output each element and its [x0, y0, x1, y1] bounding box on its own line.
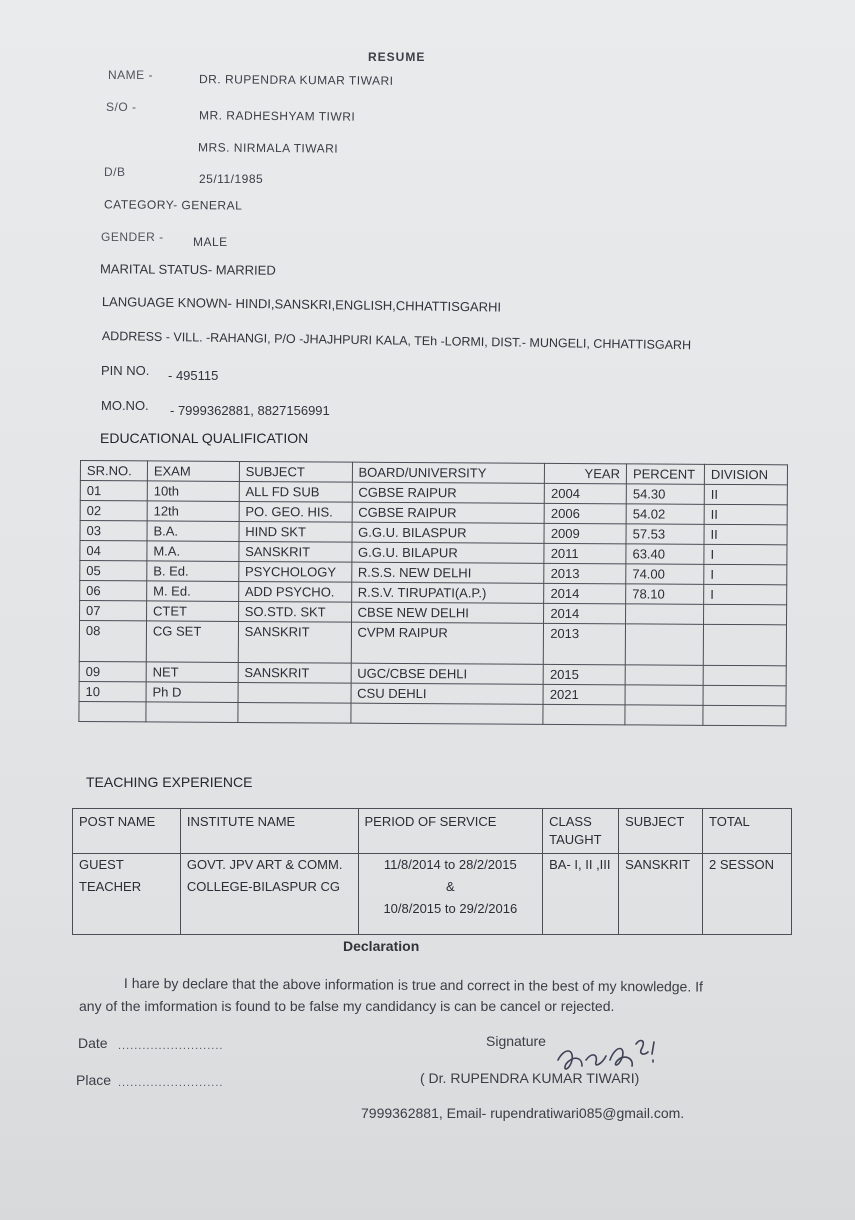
- subject-cell: PSYCHOLOGY: [238, 561, 351, 582]
- table-header-row: [73, 809, 792, 854]
- institute-name: GOVT. JPV ART & COMM. COLLEGE-BILASPUR CG: [180, 854, 358, 935]
- percent-cell: [625, 705, 703, 725]
- languages-known: LANGUAGE KNOWN- HINDI,SANSKRI,ENGLISH,CHHATTISGARHI: [101, 294, 502, 315]
- signature-label: Signature: [486, 1033, 546, 1049]
- board-cell: CGBSE RAIPUR: [352, 482, 545, 503]
- period-ampersand: &: [445, 879, 455, 894]
- subject-cell: HIND SKT: [239, 521, 352, 542]
- exam-cell: Ph D: [146, 682, 238, 703]
- exam-cell: M. Ed.: [147, 581, 239, 602]
- year-cell: 2014: [544, 583, 626, 603]
- subject-cell: SANSKRIT: [239, 541, 352, 562]
- exam-cell: B. Ed.: [147, 561, 239, 582]
- category: CATEGORY- GENERAL: [103, 197, 243, 213]
- sr-no-cell: 02: [80, 501, 147, 521]
- table-row: [73, 854, 792, 935]
- board-cell: G.G.U. BILAPUR: [351, 542, 544, 563]
- percent-cell: 74.00: [626, 564, 704, 584]
- exam-cell: CTET: [146, 601, 238, 622]
- contact-line: 7999362881, Email- rupendratiwari085@gmail.com.: [361, 1105, 685, 1121]
- board-cell: CSU DEHLI: [351, 683, 544, 704]
- board-cell: R.S.S. NEW DELHI: [351, 562, 544, 583]
- mother-name: MRS. NIRMALA TIWARI: [197, 140, 339, 156]
- board-cell: G.G.U. BILASPUR: [352, 522, 545, 543]
- percent-cell: 57.53: [626, 524, 704, 544]
- exam-cell: M.A.: [147, 541, 239, 562]
- period-second: 10/8/2015 to 29/2/2016: [383, 901, 518, 916]
- division-cell: I: [704, 564, 787, 585]
- subject-cell: SANSKRIT: [238, 662, 351, 683]
- column-header: EXAM: [147, 461, 239, 482]
- period-first: 11/8/2014 to 28/2/2015: [383, 857, 517, 872]
- experience-table: [72, 808, 792, 935]
- mobile-label: MO.NO.: [101, 398, 149, 413]
- pin-label: PIN NO.: [101, 363, 150, 378]
- sr-no-cell: [79, 701, 146, 721]
- percent-cell: [625, 624, 703, 665]
- column-header: CLASS TAUGHT: [543, 809, 619, 854]
- division-cell: [703, 624, 786, 666]
- marital-status: MARITAL STATUS- MARRIED: [99, 261, 276, 278]
- year-cell: 2014: [544, 603, 626, 623]
- dob-value: 25/11/1985: [199, 172, 264, 186]
- so-label: S/O -: [106, 100, 137, 114]
- subject-cell: [238, 702, 351, 723]
- name-label: NAME -: [108, 68, 153, 82]
- column-header: TOTAL: [703, 809, 792, 854]
- name-value: DR. RUPENDRA KUMAR TIWARI: [198, 72, 394, 88]
- division-cell: I: [704, 544, 787, 565]
- dob-label: D/B: [104, 165, 126, 179]
- exam-cell: 10th: [147, 481, 239, 502]
- subject-cell: SANSKRIT: [238, 621, 351, 663]
- year-cell: 2009: [544, 523, 626, 543]
- division-cell: [703, 705, 786, 726]
- column-header: POST NAME: [73, 809, 181, 854]
- percent-cell: 54.30: [626, 484, 704, 504]
- education-heading: EDUCATIONAL QUALIFICATION: [100, 430, 309, 446]
- column-header: BOARD/UNIVERSITY: [352, 462, 545, 483]
- year-cell: 2004: [545, 483, 627, 503]
- year-cell: [543, 704, 625, 724]
- sr-no-cell: 08: [79, 621, 146, 662]
- class-taught: BA- I, II ,III: [543, 854, 619, 935]
- exam-cell: 12th: [147, 501, 239, 522]
- address: ADDRESS - VILL. -RAHANGI, P/O -JHAJHPURI KALA, TEh -LORMI, DIST.- MUNGELI, CHHATTISGARH: [101, 329, 692, 353]
- year-cell: 2021: [543, 684, 625, 704]
- declaration-heading: Declaration: [343, 938, 420, 954]
- percent-cell: [625, 665, 703, 685]
- date-blank-line: ..........................: [118, 1040, 224, 1052]
- percent-cell: 63.40: [626, 544, 704, 564]
- father-name: MR. RADHESHYAM TIWRI: [198, 108, 356, 124]
- year-cell: 2011: [544, 543, 626, 563]
- division-cell: [704, 604, 787, 625]
- board-cell: UGC/CBSE DEHLI: [351, 663, 544, 684]
- column-header: YEAR: [545, 463, 627, 483]
- table-row: [79, 701, 786, 725]
- exam-cell: [146, 702, 238, 723]
- mobile-value: - 7999362881, 8827156991: [170, 403, 330, 418]
- column-header: PERIOD OF SERVICE: [358, 809, 543, 854]
- education-table: [78, 460, 788, 726]
- sr-no-cell: 03: [80, 521, 147, 541]
- board-cell: CBSE NEW DELHI: [351, 602, 544, 623]
- place-blank-line: ..........................: [118, 1077, 224, 1089]
- column-header: INSTITUTE NAME: [180, 809, 358, 854]
- resume-title: RESUME: [368, 50, 426, 64]
- division-cell: II: [704, 524, 787, 545]
- percent-cell: 54.02: [626, 504, 704, 524]
- sr-no-cell: 10: [79, 681, 146, 701]
- year-cell: 2013: [544, 623, 626, 664]
- subject-cell: SO.STD. SKT: [238, 601, 351, 622]
- date-label: Date: [78, 1035, 108, 1051]
- year-cell: 2013: [544, 563, 626, 583]
- declaration-text-line2: any of the imformation is found to be false my candidancy is can be cancel or rejected.: [79, 998, 615, 1014]
- subject-cell: PO. GEO. HIS.: [239, 501, 352, 522]
- subject: SANSKRIT: [619, 854, 703, 935]
- sr-no-cell: 06: [80, 581, 147, 601]
- table-row: [79, 621, 786, 666]
- board-cell: R.S.V. TIRUPATI(A.P.): [351, 582, 544, 603]
- subject-cell: ADD PSYCHO.: [238, 581, 351, 602]
- gender-value: MALE: [193, 235, 228, 249]
- year-cell: 2006: [544, 503, 626, 523]
- period-of-service: [358, 854, 543, 935]
- percent-cell: [626, 604, 704, 624]
- division-cell: [703, 685, 786, 706]
- sr-no-cell: 09: [79, 661, 146, 681]
- column-header: SR.NO.: [80, 461, 147, 481]
- percent-cell: 78.10: [626, 584, 704, 604]
- column-header: PERCENT: [626, 464, 704, 484]
- declaration-text-line1: I hare by declare that the above information is true and correct in the best of my knowledge. If: [123, 975, 703, 995]
- sr-no-cell: 05: [80, 561, 147, 581]
- exam-cell: NET: [146, 662, 238, 683]
- division-cell: II: [704, 504, 787, 525]
- division-cell: I: [704, 584, 787, 605]
- division-cell: [703, 665, 786, 686]
- sr-no-cell: 04: [80, 541, 147, 561]
- column-header: DIVISION: [704, 464, 787, 485]
- column-header: SUBJECT: [239, 461, 352, 482]
- percent-cell: [625, 685, 703, 705]
- post-name: GUEST TEACHER: [73, 854, 181, 935]
- exam-cell: CG SET: [146, 621, 238, 663]
- subject-cell: ALL FD SUB: [239, 481, 352, 502]
- subject-cell: [238, 682, 351, 703]
- board-cell: CGBSE RAIPUR: [352, 502, 545, 523]
- sr-no-cell: 07: [80, 601, 147, 621]
- exam-cell: B.A.: [147, 521, 239, 542]
- place-label: Place: [76, 1072, 112, 1088]
- pin-value: - 495115: [168, 368, 219, 383]
- column-header: SUBJECT: [619, 809, 703, 854]
- signatory-name: ( Dr. RUPENDRA KUMAR TIWARI): [420, 1070, 640, 1086]
- board-cell: CVPM RAIPUR: [351, 622, 544, 664]
- gender-label: GENDER -: [101, 230, 164, 244]
- board-cell: [351, 703, 544, 724]
- year-cell: 2015: [543, 664, 625, 684]
- division-cell: II: [704, 484, 787, 505]
- total: 2 SESSON: [703, 854, 792, 935]
- experience-heading: TEACHING EXPERIENCE: [86, 774, 253, 790]
- sr-no-cell: 01: [80, 481, 147, 501]
